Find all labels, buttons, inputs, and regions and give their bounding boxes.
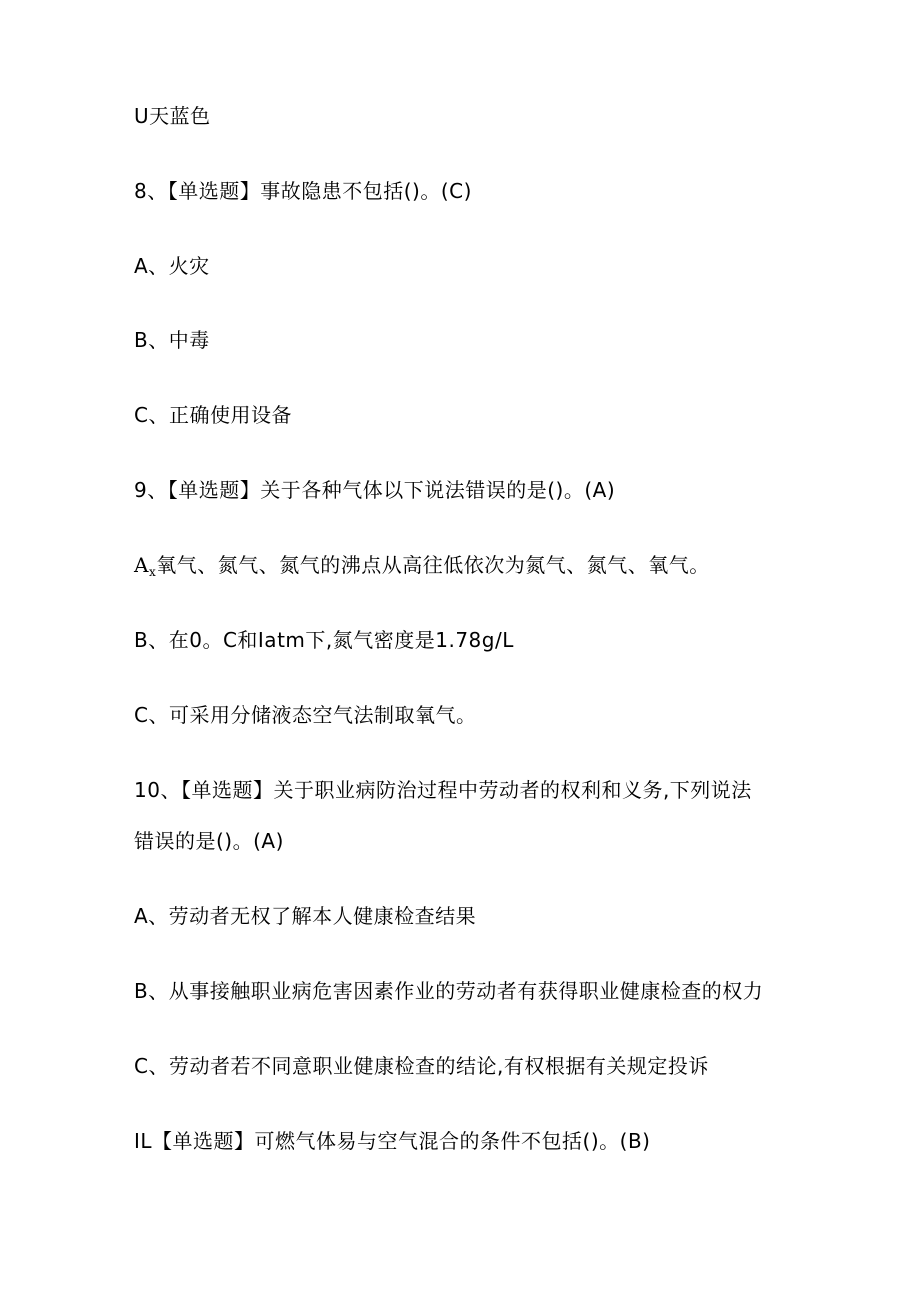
question-10-option-b [134, 979, 763, 1003]
line-text: C、正确使用设备 [134, 403, 292, 427]
question-10-option-a [134, 904, 476, 928]
question-9-title [134, 478, 615, 502]
line-text: 9、【单选题】关于各种气体以下说法错误的是()。(A) [134, 478, 616, 502]
question-9-option-a [134, 553, 710, 584]
question-10-title-line-2 [134, 829, 284, 853]
line-text: 氧气、氮气、氮气的沸点从高往低依次为氮气、氮气、氧气。 [156, 553, 710, 577]
line-text: 错误的是()。(A) [134, 829, 284, 853]
question-8-title [134, 179, 472, 203]
question-8-option-b [134, 328, 210, 352]
question-9-option-c [134, 703, 476, 727]
line-text: B、在0。C和Iatm下,氮气密度是1.78g/L [134, 628, 514, 652]
option-letter: A [134, 553, 149, 577]
line-text: B、从事接触职业病危害因素作业的劳动者有获得职业健康检查的权力 [134, 979, 764, 1003]
line-text: U天蓝色 [134, 104, 211, 128]
line-text: B、中毒 [134, 328, 210, 352]
line-text: 8、【单选题】事故隐患不包括()。(C) [134, 179, 472, 203]
question-8-option-a [134, 254, 210, 278]
question-11-title [134, 1129, 650, 1153]
line-text: C、可采用分储液态空气法制取氧气。 [134, 703, 477, 727]
question-8-option-c [134, 403, 292, 427]
question-10-title-line-1 [134, 778, 752, 802]
line-text: IL【单选题】可燃气体易与空气混合的条件不包括()。(B) [134, 1129, 651, 1153]
line-text: A、火灾 [134, 254, 210, 278]
line-text: C、劳动者若不同意职业健康检查的结论,有权根据有关规定投诉 [134, 1054, 709, 1078]
line-text: 10、【单选题】关于职业病防治过程中劳动者的权利和义务,下列说法 [134, 778, 752, 802]
question-10-option-c [134, 1054, 709, 1078]
question-9-option-b [134, 628, 514, 652]
option-subscript: x [148, 565, 157, 579]
line-text: A、劳动者无权了解本人健康检查结果 [134, 904, 477, 928]
text-line-fragment [134, 104, 211, 128]
